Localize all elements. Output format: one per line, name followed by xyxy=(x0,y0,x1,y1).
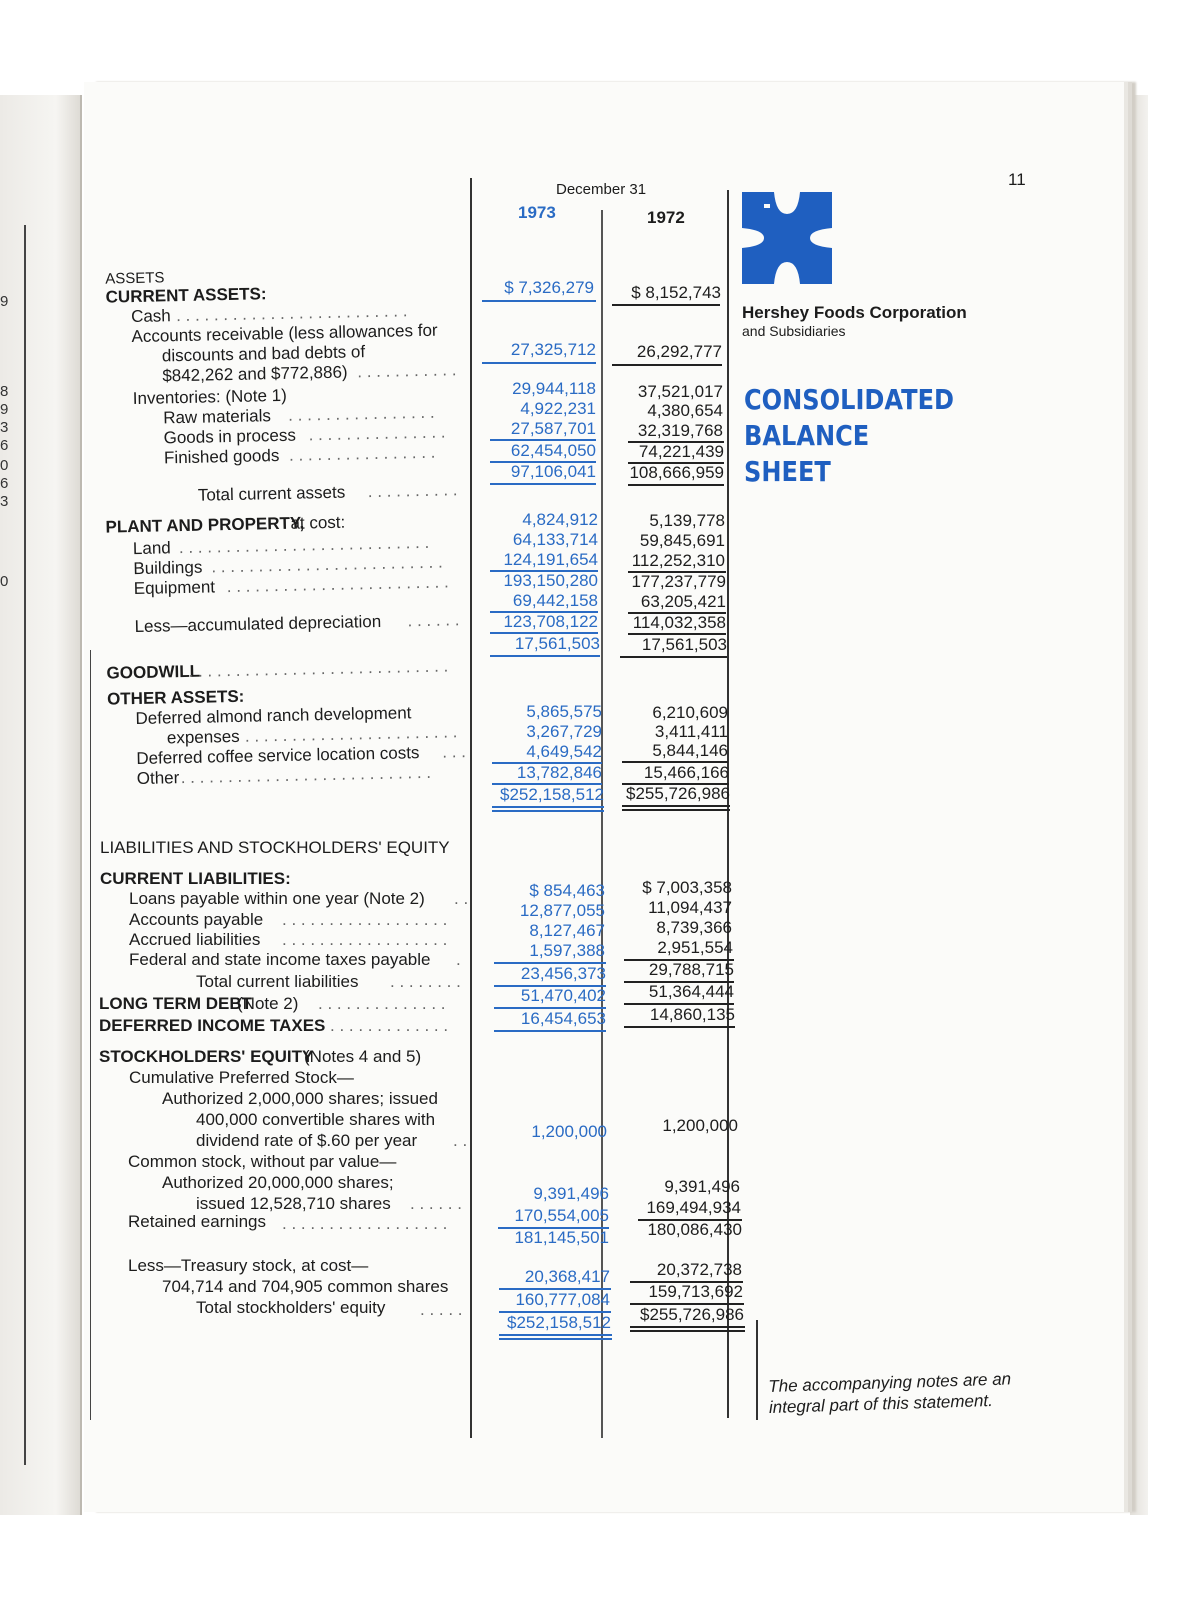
leader-dots: . . xyxy=(453,1131,468,1150)
cash-label: Cash xyxy=(130,306,171,327)
statement-title-line: SHEET xyxy=(744,455,831,488)
leader-dots: . . . . . . . . . . . . . . . . . . . . . . . . xyxy=(226,572,449,597)
left-fragment: 9 xyxy=(0,293,9,310)
almond-1973: 5,865,575 xyxy=(526,702,602,721)
current-assets-heading: CURRENT ASSETS: xyxy=(105,284,267,307)
taxes-1973: 1,597,388 xyxy=(529,941,605,960)
deferred-taxes-label: DEFERRED INCOME TAXES xyxy=(99,1016,326,1035)
inventories-heading: Inventories: (Note 1) xyxy=(132,385,287,409)
company-name: Hershey Foods Corporation xyxy=(742,303,967,322)
left-fragment: 3 xyxy=(0,419,9,436)
coffee-label: Deferred coffee service location costs xyxy=(136,743,420,769)
land-label: Land xyxy=(132,538,171,559)
equipment-1973: 124,191,654 xyxy=(503,550,598,569)
underline xyxy=(490,483,596,485)
footnote-line: The accompanying notes are an xyxy=(768,1369,1012,1396)
underline xyxy=(628,484,724,486)
underline xyxy=(492,806,604,808)
almond-label: expenses xyxy=(166,726,240,748)
almond-label: Deferred almond ranch development xyxy=(135,703,412,729)
equity-subtotal-1972: 180,086,430 xyxy=(647,1220,742,1239)
footnote xyxy=(768,1368,1012,1418)
left-fragment: 6 xyxy=(0,475,9,492)
underline xyxy=(499,1334,612,1336)
cash-1972: $ 8,152,743 xyxy=(631,283,721,302)
underline xyxy=(494,1030,606,1032)
preferred-label: Authorized 2,000,000 shares; issued xyxy=(162,1089,438,1108)
total-assets-1973: $252,158,512 xyxy=(500,785,604,804)
treasury-1972: 20,372,738 xyxy=(656,1260,742,1279)
leader-dots: . . . . . . . . . . . . . . . . . . . . . . . . . xyxy=(175,301,408,326)
accrued-label: Accrued liabilities xyxy=(129,930,261,949)
retained-earnings-label: Retained earnings xyxy=(128,1212,266,1231)
buildings-label: Buildings xyxy=(133,557,203,579)
year-prior-header: 1972 xyxy=(647,208,685,227)
common-1973: 9,391,496 xyxy=(533,1184,609,1203)
receivable-1972: 26,292,777 xyxy=(636,342,722,361)
common-label: Authorized 20,000,000 shares; xyxy=(162,1173,394,1192)
left-fragment: 8 xyxy=(0,383,9,400)
preferred-label: 400,000 convertible shares with xyxy=(196,1110,436,1129)
finished-goods-1973: 27,587,701 xyxy=(510,419,596,438)
plant-net-1973: 123,708,122 xyxy=(503,612,598,631)
receivable-1973: 27,325,712 xyxy=(510,340,596,359)
total-equity-label: Total stockholders' equity xyxy=(196,1298,386,1317)
underline xyxy=(499,1338,612,1340)
plant-heading: PLANT AND PROPERTY, xyxy=(105,513,305,537)
preferred-1973: 1,200,000 xyxy=(531,1122,607,1141)
leader-dots: . . . . . . . . . . . . . . . . . . xyxy=(282,930,448,949)
leader-dots: . . . . . . . . . . . . . . . . xyxy=(288,442,436,465)
raw-materials-label: Raw materials xyxy=(163,406,272,428)
total-liabilities-1973: $252,158,512 xyxy=(507,1313,611,1332)
current-liabilities-heading: CURRENT LIABILITIES: xyxy=(100,869,291,888)
underline xyxy=(620,656,727,658)
finished-goods-1972: 32,319,768 xyxy=(637,421,723,440)
buildings-1972: 59,845,691 xyxy=(639,531,725,550)
plant-subtotal-1973: 193,150,280 xyxy=(503,571,598,590)
left-fragment: 0 xyxy=(0,457,9,474)
buildings-1973: 64,133,714 xyxy=(512,530,598,549)
preferred-label: Cumulative Preferred Stock— xyxy=(129,1068,354,1087)
accrued-1972: 8,739,366 xyxy=(656,918,732,937)
total-equity-1972: 159,713,692 xyxy=(648,1282,743,1301)
depreciation-1972: 63,205,421 xyxy=(640,592,726,611)
retained-1972: 169,494,934 xyxy=(646,1198,741,1217)
receivable-label: $842,262 and $772,886) xyxy=(162,362,348,386)
leader-dots: . . . . . . . . . . . . . . . . xyxy=(287,402,435,425)
other-total-1973: 13,782,846 xyxy=(516,763,602,782)
depreciation-1973: 69,442,158 xyxy=(512,591,598,610)
finished-goods-label: Finished goods xyxy=(163,445,280,468)
goodwill-label: GOODWILL xyxy=(106,661,201,683)
long-term-debt-label: LONG TERM DEBT xyxy=(99,994,252,1013)
equipment-label: Equipment xyxy=(133,577,216,599)
leader-dots: . . . . . . . . . . . . . . . . . . . . . . . . . xyxy=(211,552,443,577)
raw-materials-1972: 37,521,017 xyxy=(637,382,723,401)
preferred-1972: 1,200,000 xyxy=(662,1116,738,1135)
leader-dots: . . . xyxy=(442,742,467,762)
other-total-1972: 15,466,166 xyxy=(643,763,729,782)
leader-dots: . . . . . xyxy=(420,1300,463,1319)
leader-dots: . . . . . . . . . . . xyxy=(357,360,457,382)
equity-subtotal-1973: 181,145,501 xyxy=(514,1228,609,1247)
treasury-1973: 20,368,417 xyxy=(524,1267,610,1286)
long-term-debt-note: (Note 2) xyxy=(237,994,299,1013)
goods-in-process-1972: 4,380,654 xyxy=(647,401,723,420)
receivable-label: discounts and bad debts of xyxy=(161,342,366,366)
total-equity-1973: 160,777,084 xyxy=(515,1290,610,1309)
cash-1973: $ 7,326,279 xyxy=(504,278,594,297)
total-current-assets-label: Total current assets xyxy=(197,482,346,505)
total-current-liabilities-1973: 23,456,373 xyxy=(520,964,606,983)
leader-dots: . . . . . . . . . . . . . . . xyxy=(308,422,446,445)
leader-dots: . . . . . . . . . . . . . . xyxy=(318,994,446,1013)
total-current-liabilities-1972: 29,788,715 xyxy=(648,960,734,979)
coffee-1973: 3,267,729 xyxy=(526,722,602,741)
loans-1973: $ 854,463 xyxy=(529,881,605,900)
underline xyxy=(492,810,604,812)
leader-dots: . . . . . . . . . . . . . . . . . . xyxy=(282,1214,448,1233)
left-fragment: 6 xyxy=(0,437,9,454)
plant-net-1972: 114,032,358 xyxy=(632,613,726,632)
common-1972: 9,391,496 xyxy=(664,1177,740,1196)
plant-subtotal-1972: 177,237,779 xyxy=(631,572,726,591)
underline xyxy=(630,1326,745,1328)
long-term-debt-1973: 51,470,402 xyxy=(520,986,606,1005)
section-heading: LIABILITIES AND STOCKHOLDERS' EQUITY xyxy=(100,838,450,857)
total-current-liabilities-label: Total current liabilities xyxy=(196,972,359,991)
long-term-debt-1972: 51,364,444 xyxy=(648,982,734,1001)
equity-heading-note: (Notes 4 and 5) xyxy=(304,1047,422,1066)
total-assets-1972: $255,726,986 xyxy=(626,784,730,803)
statement-title-line: CONSOLIDATED xyxy=(744,383,955,416)
leader-dots: . . . . . . . . . . . . . xyxy=(330,1016,449,1035)
loans-1972: $ 7,003,358 xyxy=(642,878,732,897)
left-fragment: 3 xyxy=(0,493,9,510)
coffee-1972: 3,411,411 xyxy=(654,722,728,741)
goods-in-process-label: Goods in process xyxy=(163,425,297,448)
underline xyxy=(622,805,730,807)
accounts-payable-1973: 12,877,055 xyxy=(519,901,605,920)
taxes-label: Federal and state income taxes payable xyxy=(129,950,431,969)
leader-dots: . . . . . . . . . . xyxy=(367,480,458,502)
statement-title-line: BALANCE xyxy=(744,419,870,452)
common-label: Common stock, without par value— xyxy=(128,1152,397,1171)
plant-heading-suffix: at cost: xyxy=(290,512,346,533)
leader-dots: . . . . . . . . xyxy=(390,972,461,991)
leader-dots: . . . . . . . . . . . . . . . . . . . . . . . . . . . xyxy=(180,762,432,788)
goods-in-process-1973: 4,922,231 xyxy=(520,399,596,418)
leader-dots: . . . . . . . . . . . . . . . . . . xyxy=(282,910,448,929)
other-label: Other xyxy=(136,768,180,789)
leader-dots: . . . . . . . . . . . . . . . . . . . . . . . xyxy=(244,722,458,746)
leader-dots: . . . . . . . . . . . . . . . . . . . . . . . . . . . xyxy=(178,532,430,558)
other-assets-heading: OTHER ASSETS: xyxy=(106,686,245,709)
equipment-1972: 112,252,310 xyxy=(631,551,725,570)
inventory-total-1973: 62,454,050 xyxy=(510,441,596,460)
total-current-assets-1973: 97,106,041 xyxy=(510,462,596,481)
leader-dots: . xyxy=(456,950,461,969)
equity-heading: STOCKHOLDERS' EQUITY xyxy=(99,1047,314,1066)
underline xyxy=(612,304,720,306)
inventory-total-1972: 74,221,439 xyxy=(638,442,724,461)
leader-dots: . . xyxy=(454,889,469,908)
total-liabilities-1972: $255,726,986 xyxy=(640,1305,744,1324)
leader-dots: . . . . . . . . . . . . . . . . . . . . . . . . . . . . xyxy=(188,656,449,681)
leader-dots: . . . . . . xyxy=(407,610,460,631)
deferred-taxes-1972: 14,860,135 xyxy=(649,1005,735,1024)
taxes-1972: 2,951,554 xyxy=(657,938,733,957)
preferred-label: dividend rate of $.60 per year xyxy=(196,1131,418,1150)
total-current-assets-1972: 108,666,959 xyxy=(629,463,724,482)
goodwill-1973: 17,561,503 xyxy=(514,634,600,653)
underline xyxy=(482,300,596,302)
accounts-payable-1972: 11,094,437 xyxy=(648,898,732,917)
underline xyxy=(630,1330,745,1332)
land-1973: 4,824,912 xyxy=(522,510,598,529)
other-1972: 5,844,146 xyxy=(652,741,728,760)
company-subtitle: and Subsidiaries xyxy=(742,323,846,339)
accrued-1973: 8,127,467 xyxy=(529,921,605,940)
loans-label: Loans payable within one year (Note 2) xyxy=(129,889,425,908)
footnote-line: integral part of this statement. xyxy=(768,1390,994,1417)
goodwill-1972: 17,561,503 xyxy=(641,635,727,654)
leader-dots: . . . . . . xyxy=(410,1194,462,1213)
almond-1972: 6,210,609 xyxy=(652,703,728,722)
left-fragment: 9 xyxy=(0,401,9,418)
year-current-header: 1973 xyxy=(518,203,556,222)
depreciation-label: Less—accumulated depreciation xyxy=(134,611,382,637)
underline xyxy=(482,362,596,364)
section-heading: ASSETS xyxy=(105,269,165,288)
land-1972: 5,139,778 xyxy=(649,511,725,530)
treasury-label: Less—Treasury stock, at cost— xyxy=(128,1256,369,1275)
page-number: 11 xyxy=(1008,170,1026,189)
raw-materials-1973: 29,944,118 xyxy=(512,379,596,398)
date-header: December 31 xyxy=(556,181,647,198)
receivable-label: Accounts receivable (less allowances for xyxy=(131,320,438,347)
common-label: issued 12,528,710 shares xyxy=(196,1194,391,1213)
accounts-payable-label: Accounts payable xyxy=(129,910,264,929)
underline xyxy=(622,809,730,811)
deferred-taxes-1973: 16,454,653 xyxy=(520,1009,606,1028)
other-1973: 4,649,542 xyxy=(526,742,602,761)
underline xyxy=(490,655,600,657)
underline xyxy=(624,1026,735,1028)
underline xyxy=(612,364,722,366)
treasury-label: 704,714 and 704,905 common shares xyxy=(162,1277,449,1296)
left-fragment: 0 xyxy=(0,573,9,590)
retained-1973: 170,554,005 xyxy=(514,1206,609,1225)
